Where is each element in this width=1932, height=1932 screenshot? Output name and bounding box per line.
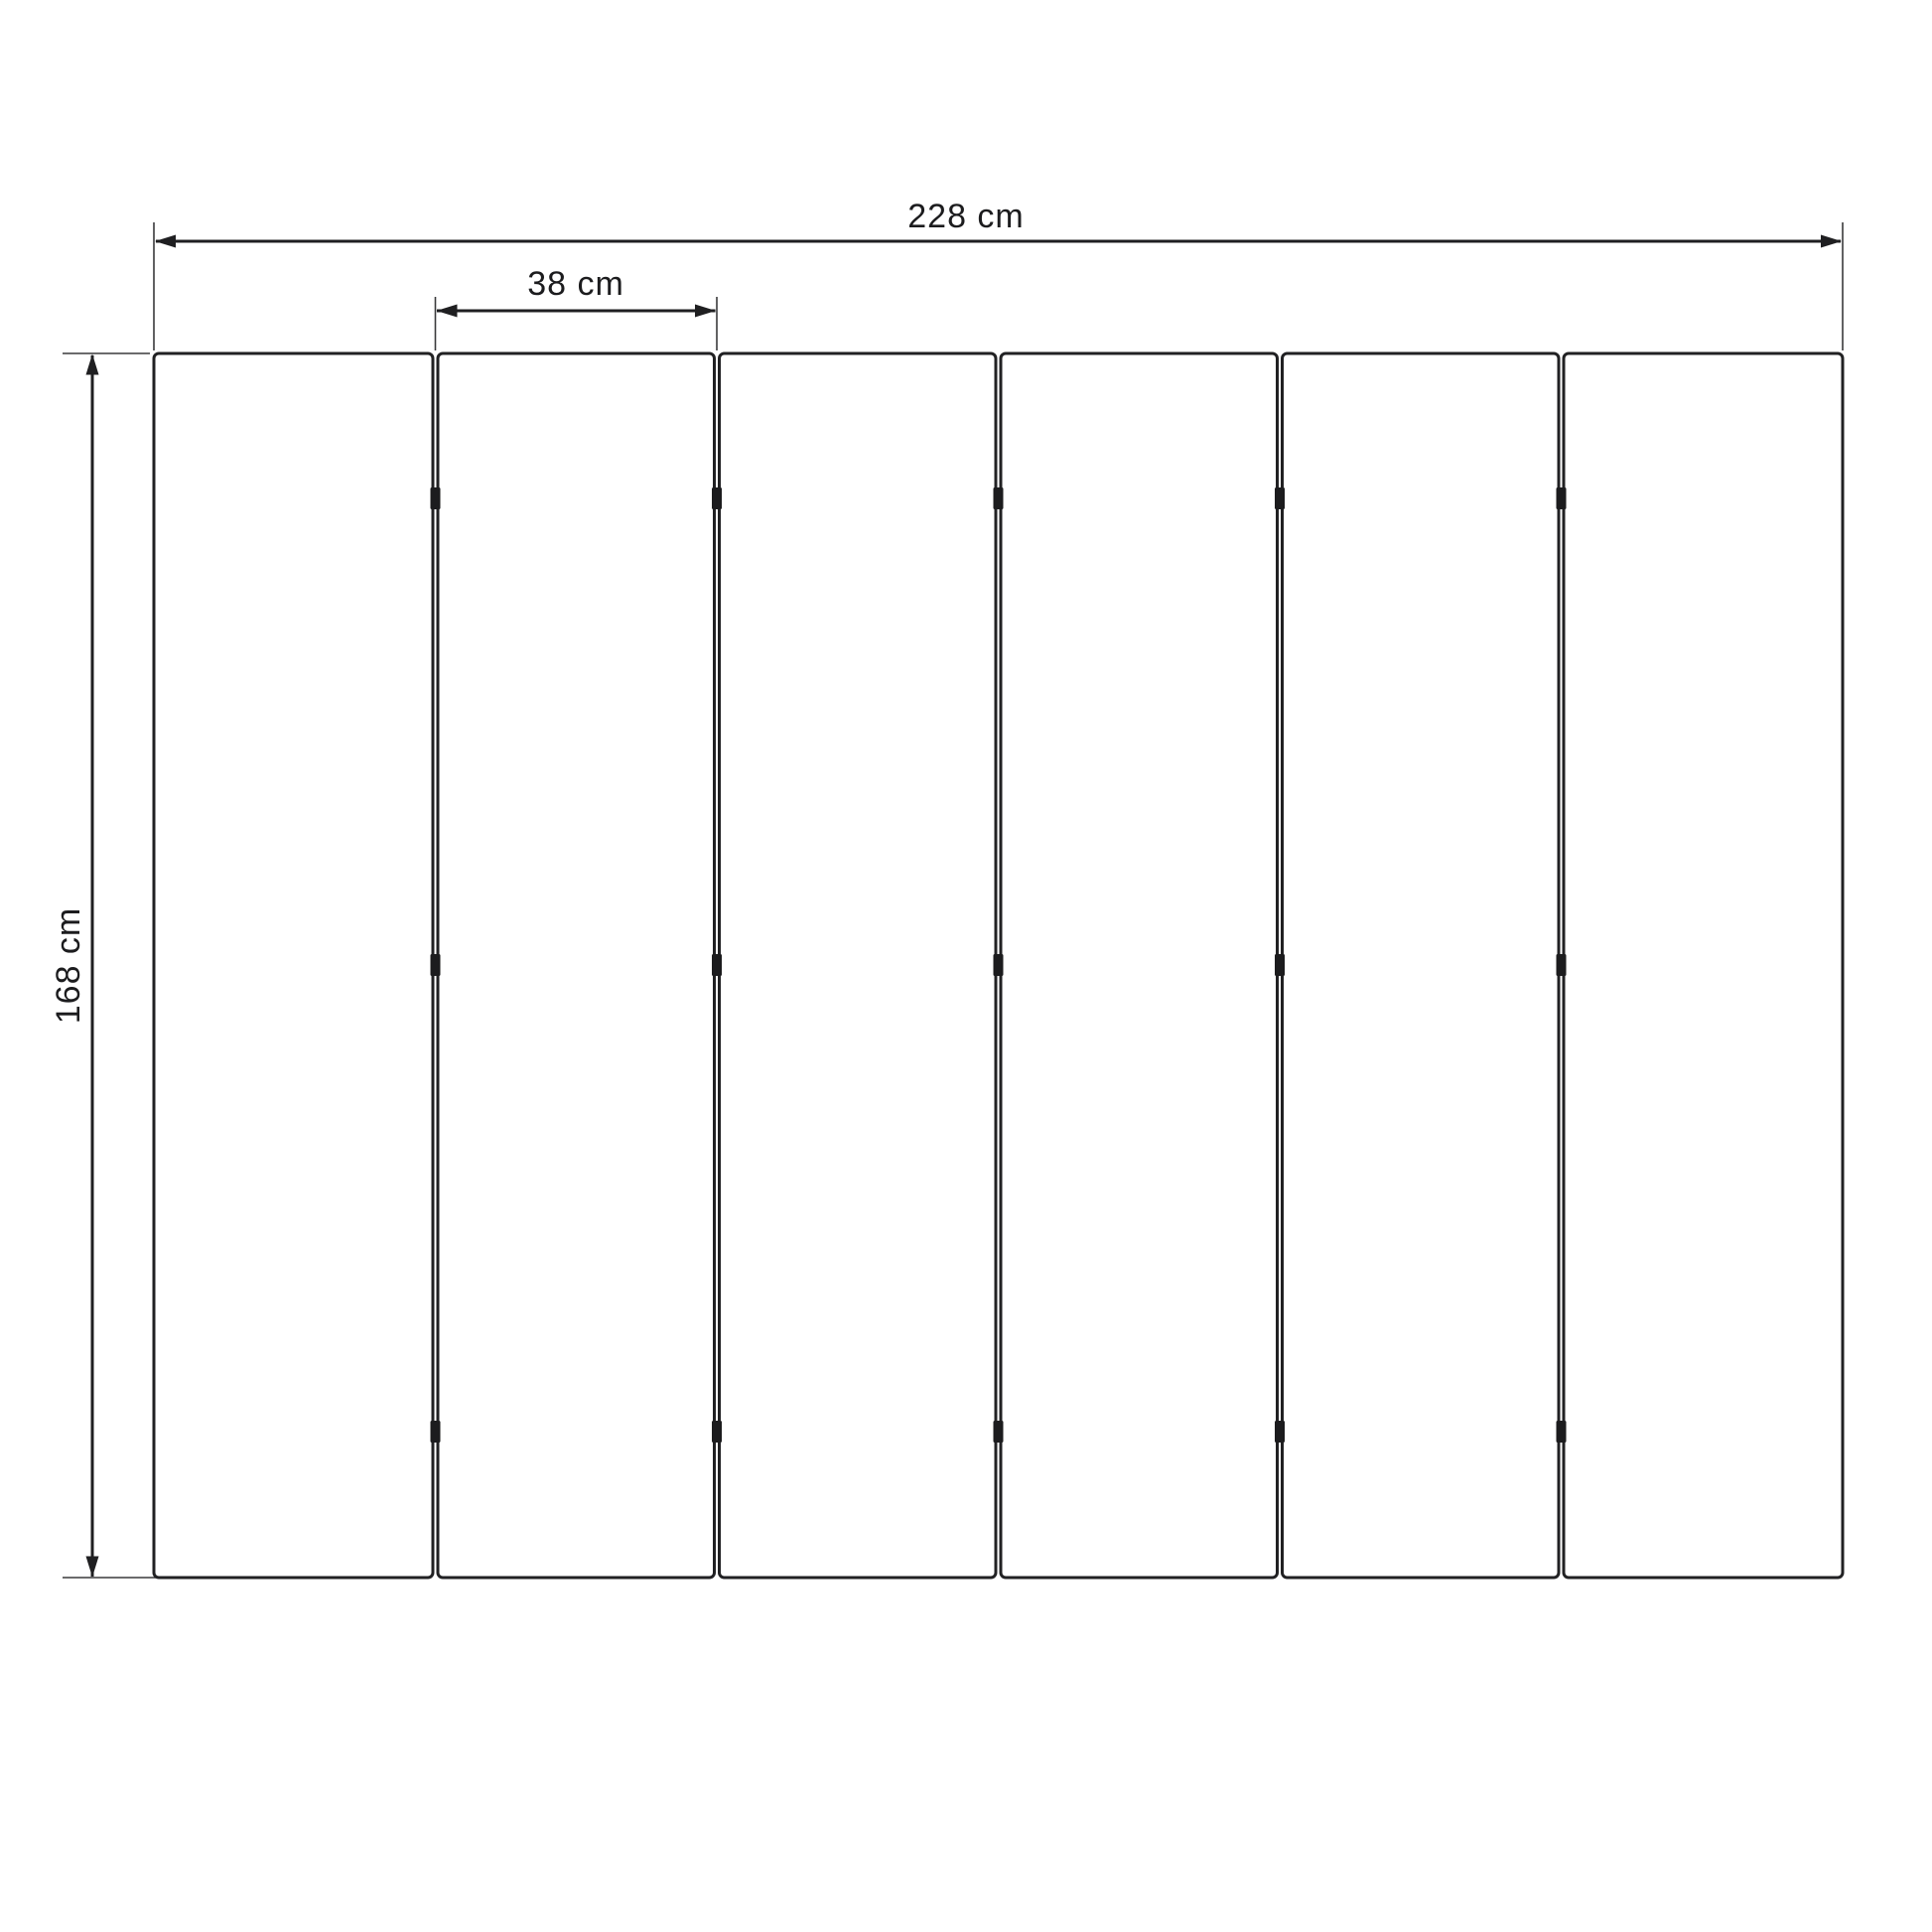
hinge-connector: [712, 954, 722, 976]
panel: [1283, 353, 1560, 1578]
hinge-connector: [712, 1421, 722, 1443]
hinge-connector: [994, 1421, 1004, 1443]
hinge-connector: [712, 487, 722, 509]
dimension-label-height: 168 cm: [50, 906, 87, 1025]
panel: [1001, 353, 1278, 1578]
dimension-arrowhead: [695, 305, 716, 318]
panel: [154, 353, 433, 1578]
panel: [1564, 353, 1843, 1578]
dimension-arrowhead: [437, 305, 458, 318]
hinge-connector: [1557, 954, 1567, 976]
panel: [720, 353, 997, 1578]
dimension-arrowhead: [155, 235, 176, 248]
hinge-connector: [994, 954, 1004, 976]
dimension-arrowhead: [86, 354, 99, 375]
hinge-connector: [1275, 487, 1285, 509]
hinge-connector: [994, 487, 1004, 509]
hinge-connector: [1275, 954, 1285, 976]
panel: [438, 353, 715, 1578]
hinge-connector: [1557, 487, 1567, 509]
hinge-connector: [1275, 1421, 1285, 1443]
dimension-arrowhead: [1821, 235, 1842, 248]
dimension-arrowhead: [86, 1557, 99, 1578]
hinge-connector: [431, 487, 441, 509]
hinge-connector: [1557, 1421, 1567, 1443]
hinge-connector: [431, 954, 441, 976]
hinge-connector: [431, 1421, 441, 1443]
dimension-label-total-width: 228 cm: [907, 198, 1025, 235]
dimension-label-panel-width: 38 cm: [527, 265, 624, 303]
